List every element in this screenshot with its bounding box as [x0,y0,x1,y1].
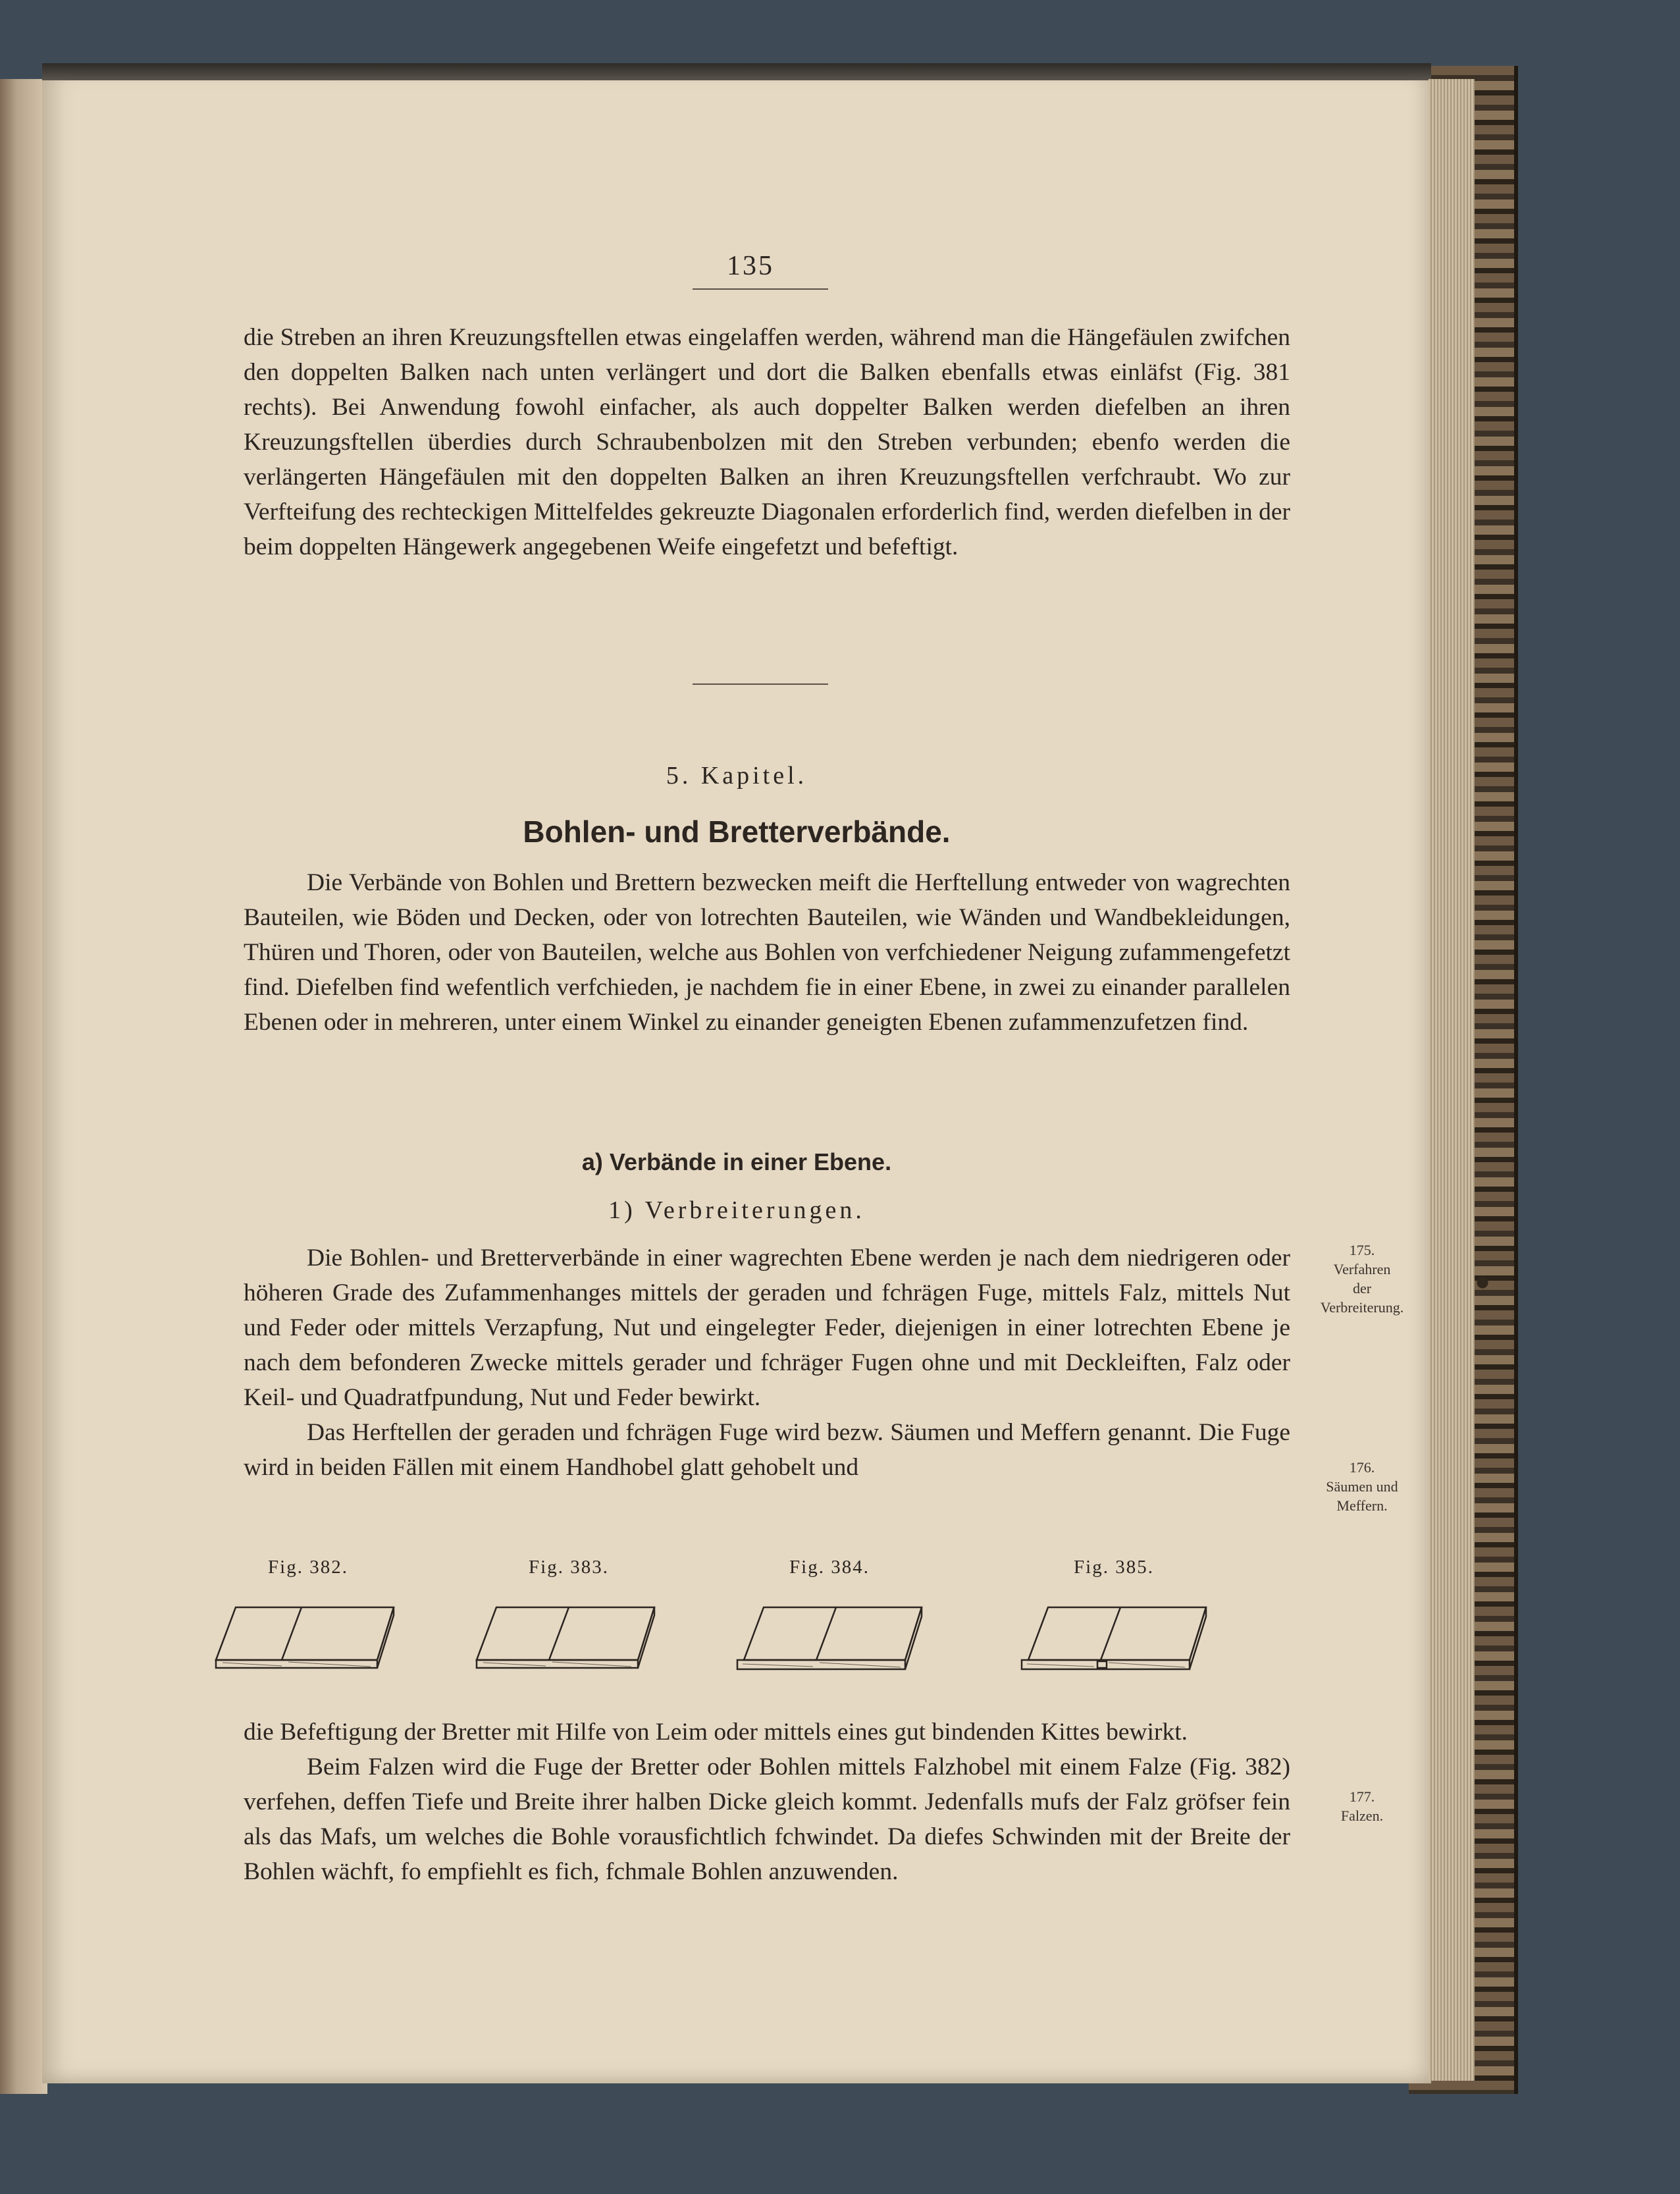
page-number: 135 [727,251,774,281]
margin-label: Säumen und [1326,1478,1398,1495]
figure-caption: Fig. 382. [268,1557,348,1578]
margin-label: der [1352,1280,1372,1297]
subsection-heading: 1) Verbreiterungen. [608,1196,865,1224]
margin-number: 176. [1349,1459,1375,1476]
board-joint-drawing [463,1588,674,1673]
figure-caption: Fig. 383. [529,1557,609,1578]
board-joint-drawing [203,1588,413,1673]
margin-note-177 [1293,1787,1431,1825]
separator-rule [693,683,828,685]
margin-label: Verbreiterung. [1320,1299,1404,1316]
page [42,68,1431,2083]
figure-385 [1009,1557,1219,1673]
figure-caption: Fig. 384. [789,1557,870,1578]
figure-383 [463,1557,674,1673]
header-rule [693,288,828,290]
paragraph-text: Die Bohlen- und Bretterverbände in einer wagrechten Ebene werden je nach dem niedrigeren oder höheren Grade des Zufammenhanges mittels der geraden und fchrägen Fuge, mittels Falz, mittels Nut und Feder oder mittels Verzapfung, Nut und eingelegter Feder, diejenigen in einer lotrechten Ebene je nach dem befonderen Zwecke mittels gerader und fchräger Fugen ohne und mit Deckleiften, Falz oder Keil- und Quadratfpundung, Nut und Feder bewirkt. [244,1244,1290,1411]
paragraph-176-177 [244,1715,1290,1889]
paragraph-continued [244,320,1290,564]
figure-382 [203,1557,413,1673]
figure-384 [724,1557,935,1673]
section-heading: a) Verbände in einer Ebene. [581,1148,892,1175]
chapter-title: Bohlen- und Bretterverbände. [523,815,951,849]
page-stack-edge [1429,79,1475,2081]
left-page-edge [0,79,47,2094]
paragraph-text: die Befeftigung der Bretter mit Hilfe von Leim oder mittels eines gut bindenden Kittes bewirkt. [244,1719,1188,1746]
book-top-edge [42,63,1431,80]
margin-note-175 [1293,1241,1431,1317]
paragraph-175 [244,1241,1290,1485]
margin-label: Falzen. [1340,1807,1384,1824]
paragraph-text: Die Verbände von Bohlen und Brettern bezwecken meift die Herftellung entweder von wagrechten Bauteilen, wie Böden und Decken, oder von lotrechten Bauteilen, wie Wänden und Wandbekleidungen, Thüren und Thoren, oder von Bauteilen, welche aus Bohlen von verfchiedener Neigung zufammengefetzt find. Diefelben find wefentlich verfchieden, je nachdem fie in einer Ebene, in zwei zu einander parallelen Ebenen oder in mehreren, unter einem Winkel zu einander geneigten Ebenen zufammenzufetzen find. [244,869,1290,1036]
board-joint-drawing [1009,1588,1219,1673]
margin-number: 177. [1349,1788,1375,1805]
figure-caption: Fig. 385. [1074,1557,1154,1578]
paragraph-intro [244,865,1290,1040]
paragraph-text: Beim Falzen wird die Fuge der Bretter oder Bohlen mittels Falzhobel mit einem Falze (Fig. 382) verfehen, deffen Tiefe und Breite ihrer halben Dicke gleich kommt. Jedenfalls mufs der Falz gröfser fein als das Mafs, um welches die Bohle vorausfichtlich fchwindet. Da diefes Schwinden mit der Breite der Bohlen wächft, fo empfiehlt es fich, fchmale Bohlen anzuwenden. [244,1753,1290,1885]
margin-number: 175. [1349,1242,1375,1258]
margin-label: Meffern. [1336,1497,1388,1514]
paragraph-text: die Streben an ihren Kreuzungsftellen etwas eingelaffen werden, während man die Hängefäulen zwifchen den doppelten Balken nach unten verlängert und dort die Balken ebenfalls etwas einläfst (Fig. 381 rechts). Bei Anwendung fowohl einfacher, als auch doppelter Balken werden diefelben an ihren Kreuzungsftellen überdies durch Schraubenbolzen mit den Streben verbunden; ebenfo werden die verlängerten Hängefäulen mit den doppelten Balken an ihren Kreuzungsftellen verfchraubt. Wo zur Verfteifung des rechteckigen Mittelfeldes gekreuzte Diagonalen erforderlich find, werden diefelben in der beim doppelten Hängewerk angegebenen Weife eingefetzt und befeftigt. [244,324,1290,560]
margin-note-176 [1293,1458,1431,1515]
margin-label: Verfahren [1333,1261,1391,1277]
paragraph-text: Das Herftellen der geraden und fchrägen Fuge wird bezw. Säumen und Meffern genannt. Die Fuge wird in beiden Fällen mit einem Handhobel glatt gehobelt und [244,1419,1290,1481]
chapter-heading: 5. Kapitel. [666,762,808,789]
board-joint-drawing [724,1588,935,1673]
